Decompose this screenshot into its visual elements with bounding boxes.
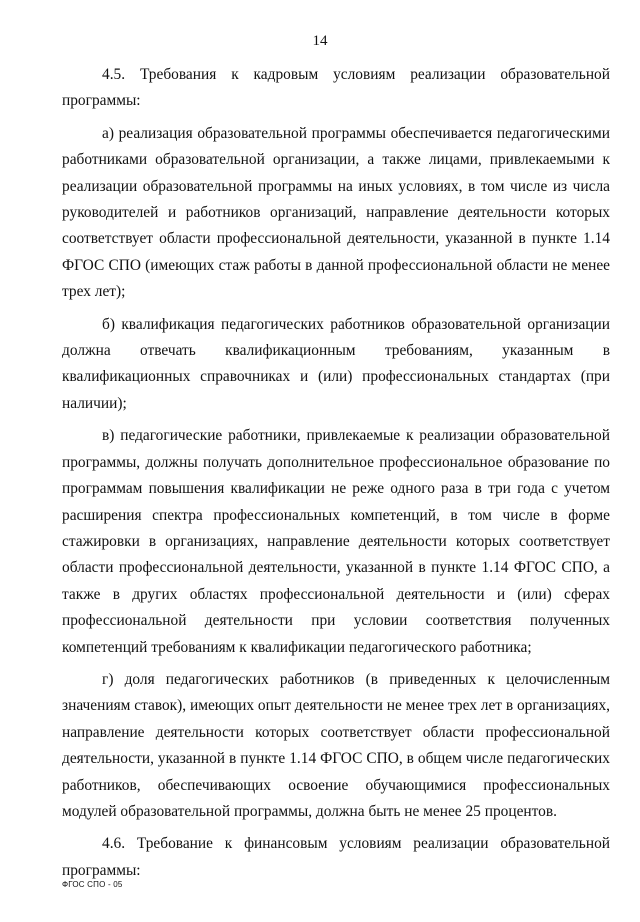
clause-b: б) квалификация педагогических работников образовательной организации должна отвечать квалификационным требованиям, указанным в квалификационных справочниках и (или) профессиональных стандартах (при наличии); xyxy=(62,315,610,412)
section-4-6-heading: 4.6. Требование к финансовым условиям реализации образовательной программы: xyxy=(62,835,610,879)
clause-v: в) педагогические работники, привлекаемые к реализации образовательной программы, должны получать дополнительное профессиональное образование по программам повышения квалификации не реже одного раза в три года с учетом расширения спектра профессиональных компетенций, в том числе в форме стажировки в организациях, направление деятельности которых соответствует области профессиональной деятельности, указанной в пункте 1.14 ФГОС СПО, а также в других областях профессиональной деятельности и (или) сферах профессиональной деятельности при условии соответствия полученных компетенций требованиям к квалификации педагогического работника; xyxy=(62,427,610,656)
page-number: 14 xyxy=(312,33,328,49)
section-4-5-heading: 4.5. Требования к кадровым условиям реализации образовательной программы: xyxy=(62,66,610,110)
document-body xyxy=(62,62,610,890)
clause-a: а) реализация образовательной программы обеспечивается педагогическими работниками образовательной организации, а также лицами, привлекаемыми к реализации образовательной программы на иных условиях, в том числе из числа руководителей и работников организаций, направление деятельности которых соответствует области профессиональной деятельности, указанной в пункте 1.14 ФГОС СПО (имеющих стаж работы в данной профессиональной области не менее трех лет); xyxy=(62,124,610,301)
clause-g: г) доля педагогических работников (в приведенных к целочисленным значениям ставок), имеющих опыт деятельности не менее трех лет в организациях, направление деятельности которых соответствует области профессиональной деятельности, указанной в пункте 1.14 ФГОС СПО, в общем числе педагогических работников, обеспечивающих освоение обучающимися профессиональных модулей образовательной программы, должна быть не менее 25 процентов. xyxy=(62,670,610,820)
footer-code: ФГОС СПО - 05 xyxy=(62,880,123,889)
